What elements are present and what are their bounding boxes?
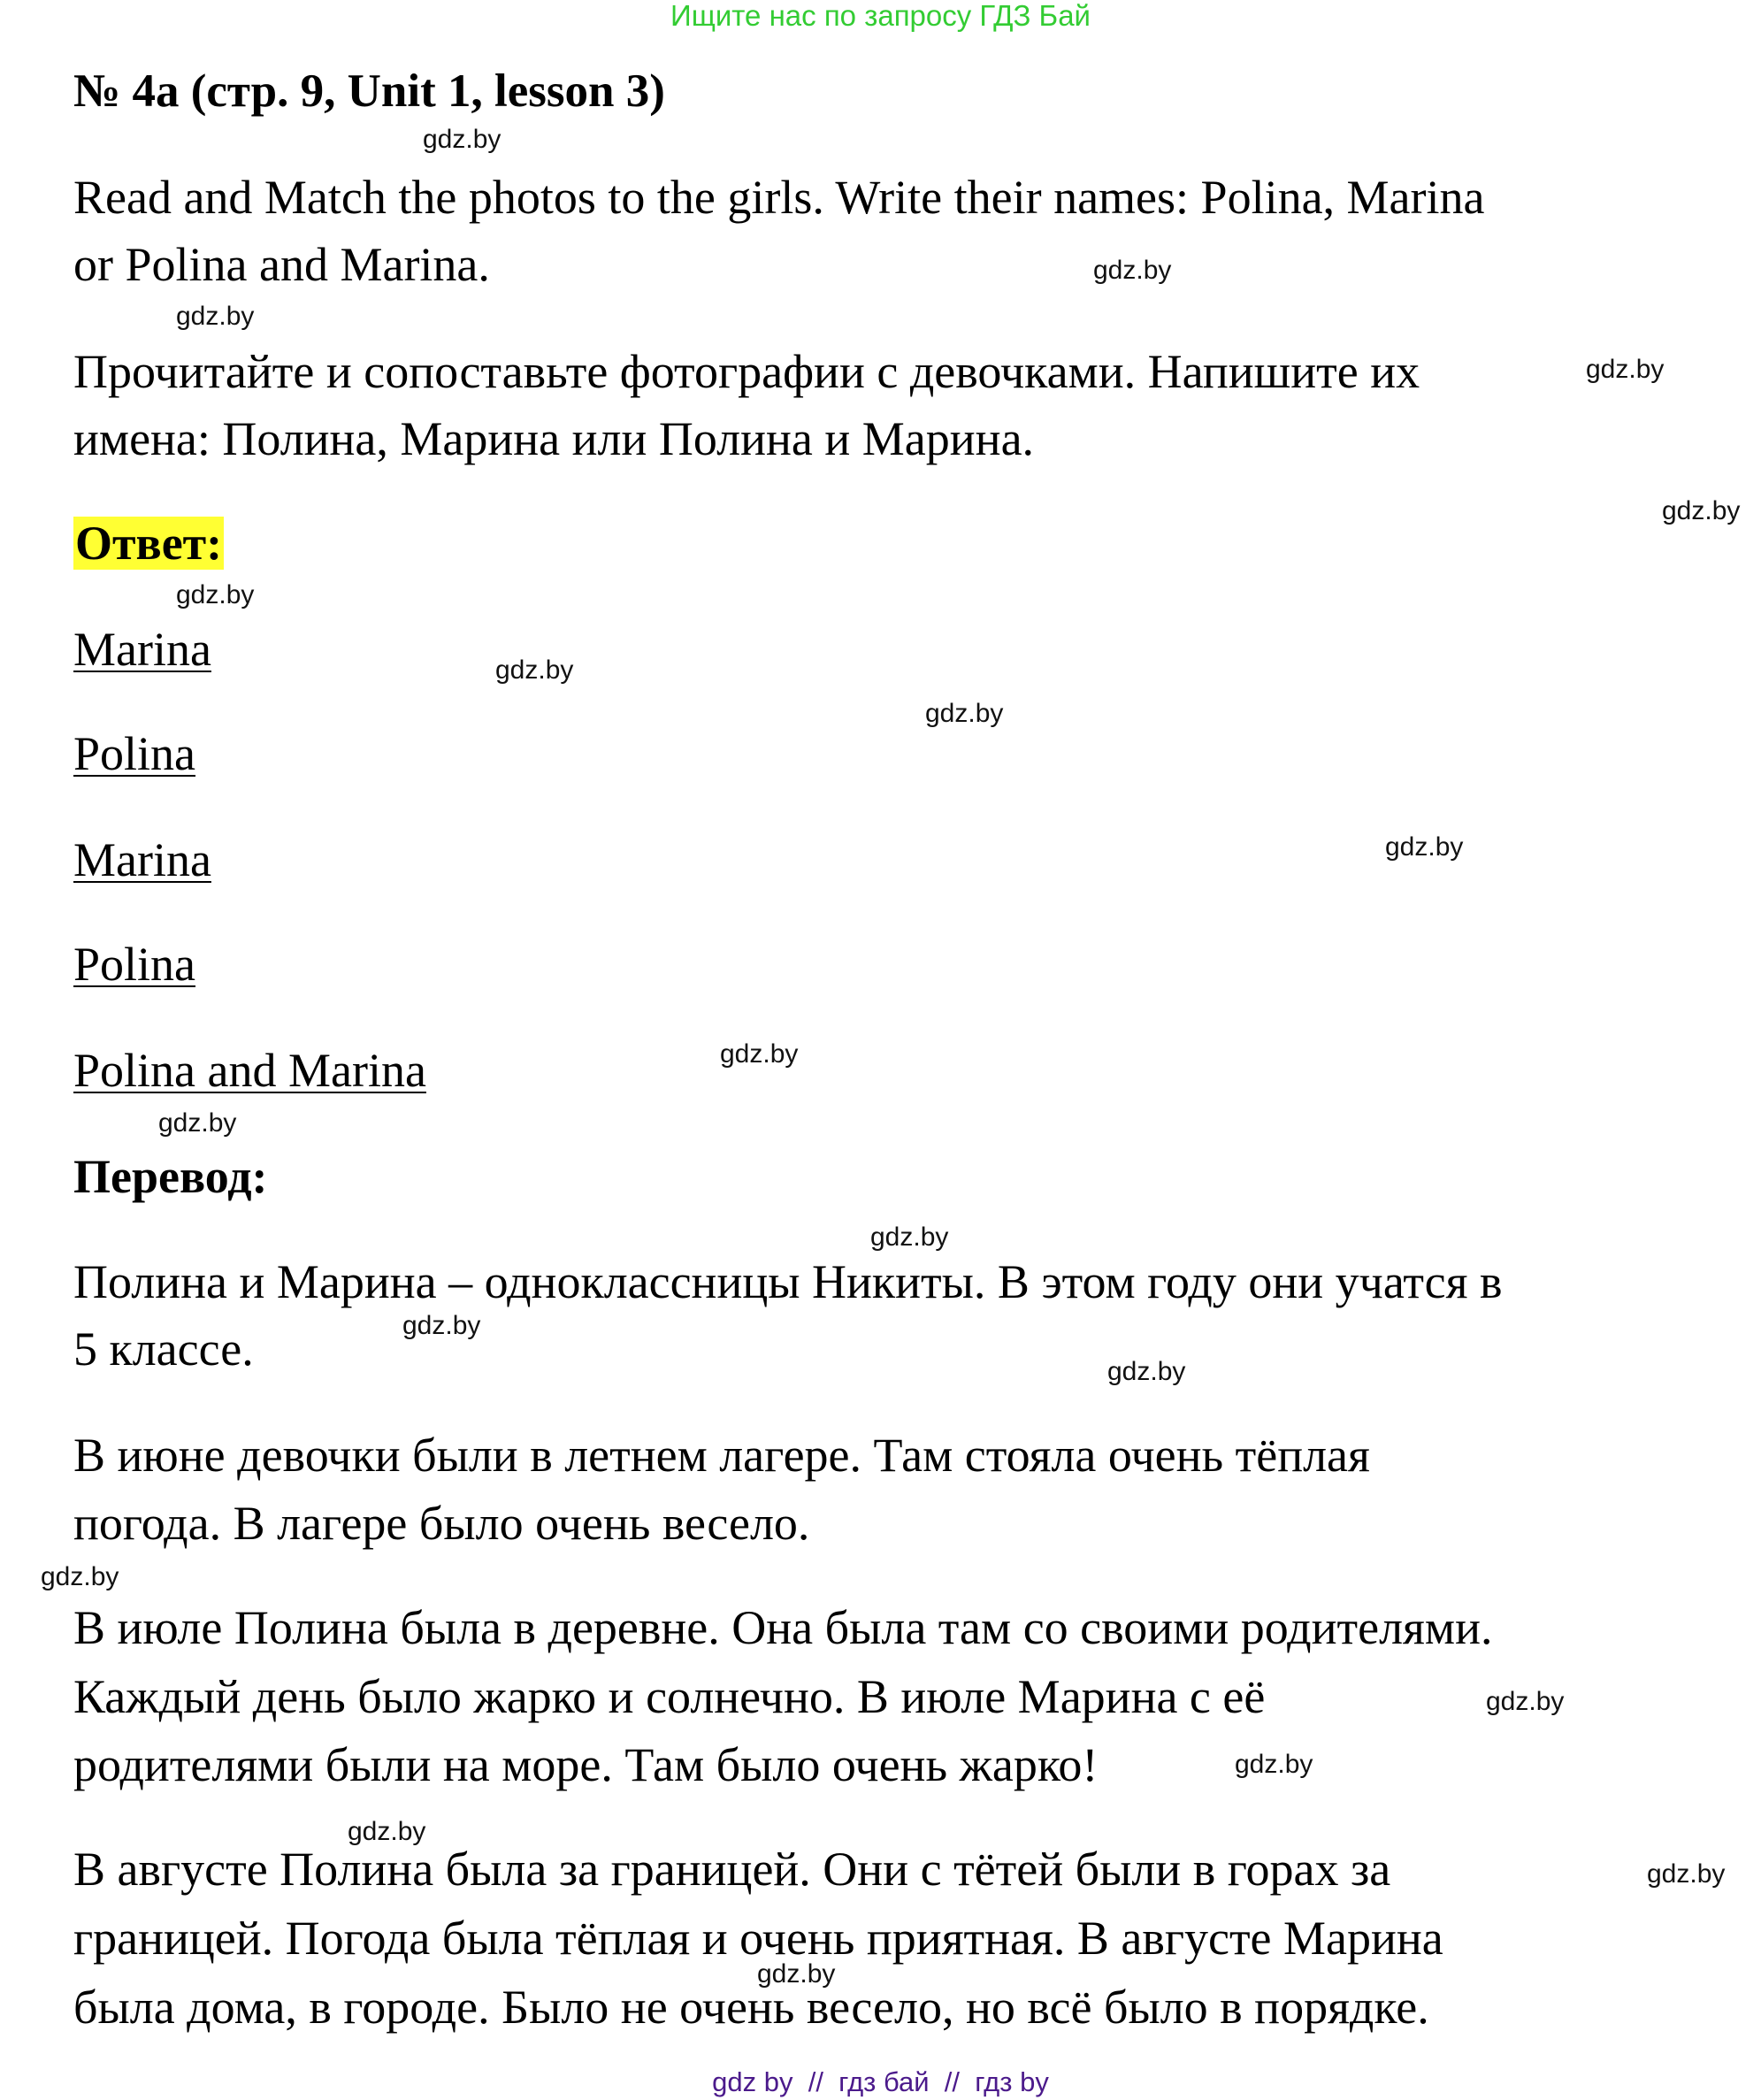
search-banner: Ищите нас по запросу ГДЗ Бай	[670, 0, 1091, 32]
answer-item: Polina and Marina	[73, 1044, 426, 1097]
answer-item: Polina	[73, 938, 196, 991]
translation-line: границей. Погода была тёплая и очень приятная. В августе Марина	[73, 1912, 1443, 1965]
watermark: gdz.by	[495, 655, 574, 685]
translation-line: Каждый день было жарко и солнечно. В июле Марина с её	[73, 1670, 1266, 1723]
translation-line: В июне девочки были в летнем лагере. Там стояла очень тёплая	[73, 1429, 1370, 1482]
answer-item: Marina	[73, 623, 211, 676]
translation-line: В июле Полина была в деревне. Она была там со своими родителями.	[73, 1601, 1493, 1654]
translation-line: погода. В лагере было очень весело.	[73, 1497, 810, 1550]
watermark: gdz.by	[423, 125, 502, 154]
watermark: gdz.by	[176, 580, 255, 609]
task-ru-line: имена: Полина, Марина или Полина и Марина.	[73, 412, 1035, 465]
watermark: gdz.by	[757, 1959, 836, 1989]
watermark: gdz.by	[1235, 1750, 1313, 1779]
answer-item: Marina	[73, 833, 211, 886]
watermark: gdz.by	[348, 1817, 426, 1846]
watermark: gdz.by	[925, 699, 1004, 728]
task-ru-line: Прочитайте и сопоставьте фотографии с девочками. Напишите их	[73, 345, 1420, 398]
watermark: gdz.by	[1586, 355, 1665, 384]
answer-heading	[73, 508, 224, 579]
watermark: gdz.by	[1486, 1687, 1565, 1716]
task-en-line: or Polina and Marina.	[73, 238, 490, 291]
task-en-line: Read and Match the photos to the girls. Write their names: Polina, Marina	[73, 171, 1485, 224]
translation-line: родителями были на море. Там было очень жарко!	[73, 1738, 1099, 1791]
watermark: gdz.by	[158, 1108, 237, 1138]
watermark: gdz.by	[1385, 832, 1464, 862]
watermark: gdz.by	[1093, 256, 1172, 285]
translation-line: Полина и Марина – одноклассницы Никиты. В этом году они учатся в	[73, 1255, 1503, 1308]
footer-links: gdz by // гдз бай // гдз by	[712, 2066, 1049, 2097]
exercise-title: № 4a (стр. 9, Unit 1, lesson 3)	[73, 65, 665, 117]
translation-line: была дома, в городе. Было не очень весело, но всё было в порядке.	[73, 1981, 1429, 2034]
translation-heading: Перевод:	[73, 1150, 268, 1203]
watermark: gdz.by	[1662, 496, 1741, 525]
watermark: gdz.by	[1647, 1859, 1726, 1889]
answer-item: Polina	[73, 727, 196, 780]
translation-line: В августе Полина была за границей. Они с тётей были в горах за	[73, 1843, 1391, 1896]
watermark: gdz.by	[720, 1039, 799, 1069]
answer-label: Ответ:	[75, 517, 223, 570]
watermark: gdz.by	[176, 302, 255, 331]
translation-line: 5 классе.	[73, 1322, 254, 1376]
watermark: gdz.by	[870, 1222, 949, 1252]
watermark: gdz.by	[1107, 1357, 1186, 1386]
watermark: gdz.by	[41, 1562, 119, 1591]
watermark: gdz.by	[402, 1311, 481, 1340]
